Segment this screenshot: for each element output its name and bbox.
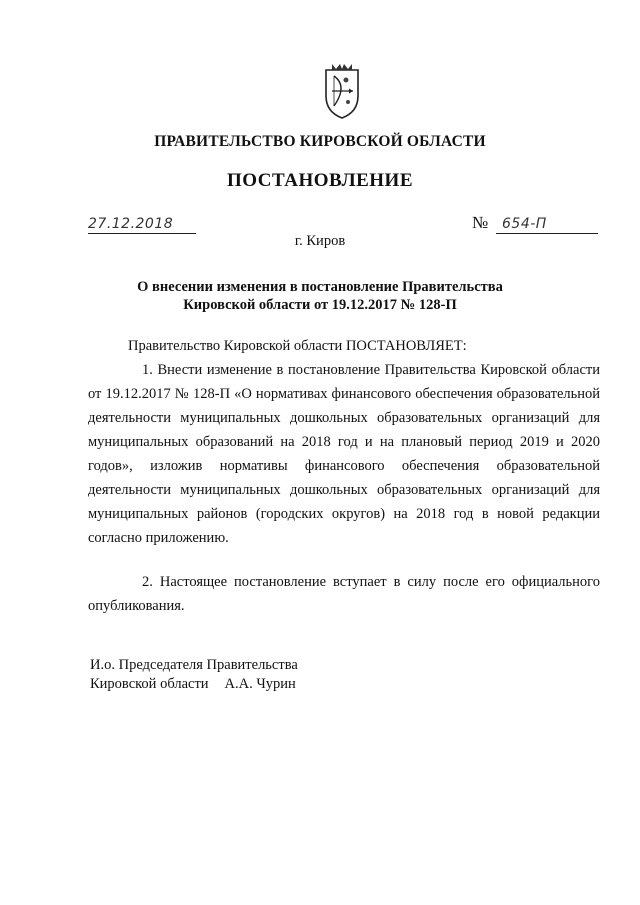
signatory-name: А.А. Чурин: [224, 676, 296, 692]
city: г. Киров: [294, 233, 346, 249]
subject-line-1: О внесении изменения в постановление Правительства: [137, 279, 503, 295]
intro-paragraph: Правительство Кировской области ПОСТАНОВЛЯЕТ:: [128, 338, 467, 354]
coat-of-arms-icon: [322, 62, 362, 120]
signatory-title-line-2: Кировской области: [90, 676, 209, 692]
document-subject: [120, 278, 520, 314]
document-date: 27.12.2018: [88, 216, 174, 232]
document-number: 654-П: [502, 216, 547, 232]
organization-name: ПРАВИТЕЛЬСТВО КИРОВСКОЙ ОБЛАСТИ: [154, 133, 486, 150]
item-1-paragraph: 1. Внести изменение в постановление Правительства Кировской области от 19.12.2017 № 128-П «О нормативах финансового обеспечения образовательной деятельности муниципальных дошкольных образовательных организаций для муниципальных образований на 2018 год и на плановый период 2019 и 2020 годов», изложив нормативы финансового обеспечения образовательной деятельности муниципальных дошкольных образовательных организаций для муниципальных районов (городских округов) на 2018 год в новой редакции согласно приложению.: [88, 362, 600, 546]
signature-block: [90, 656, 298, 694]
item-2-paragraph: 2. Настоящее постановление вступает в силу после его официального опубликования.: [88, 574, 600, 614]
number-sign: №: [472, 213, 489, 232]
document-number-field: [496, 215, 598, 234]
document-date-field: [88, 215, 196, 234]
document-type: ПОСТАНОВЛЕНИЕ: [226, 170, 414, 191]
subject-line-2: Кировской области от 19.12.2017 № 128-П: [183, 297, 457, 313]
signatory-title-line-1: И.о. Председателя Правительства: [90, 657, 298, 673]
